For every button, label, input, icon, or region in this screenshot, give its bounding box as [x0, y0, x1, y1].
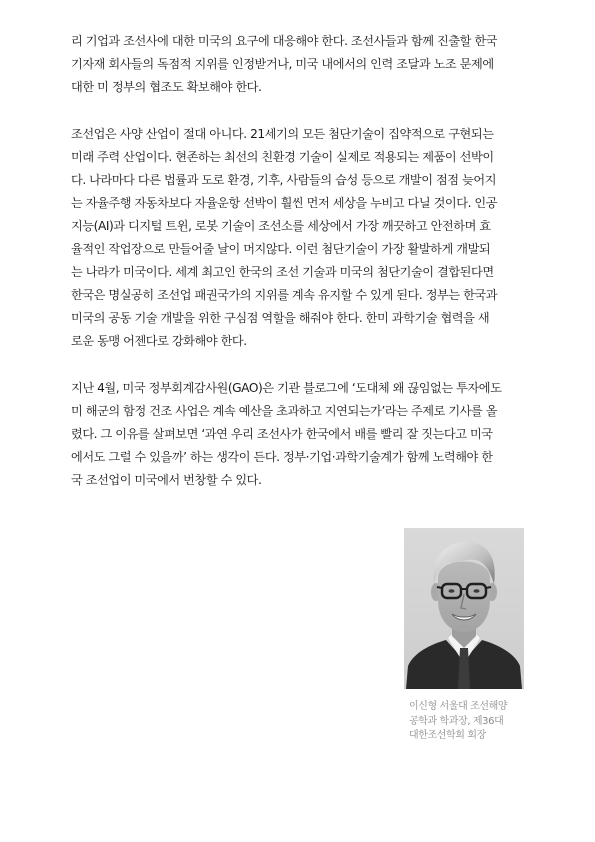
text-line: 지능(AI)과 디지털 트윈, 로봇 기술이 조선소를 세상에서 가장 깨끗하고 안전하며 효 — [71, 219, 491, 233]
text-line: 리 기업과 조선사에 대한 미국의 요구에 대응해야 한다. 조선사들과 함께 진출할 한국 — [71, 34, 498, 48]
text-line: 율적인 작업장으로 만들어줄 날이 머지않다. 이런 첨단기술이 가장 활발하게 개발되 — [71, 242, 491, 256]
author-caption — [409, 700, 539, 744]
text-line: 미 해군의 함정 건조 사업은 계속 예산을 초과하고 지연되는가’라는 주제로 기사를 올 — [71, 404, 498, 418]
text-line: 는 자율주행 자동차보다 자율운항 선박이 훨씬 먼저 세상을 누비고 다닐 것이다. 인공 — [71, 196, 498, 210]
text-line: 대한 미 정부의 협조도 확보해야 한다. — [71, 80, 262, 94]
paragraph — [71, 123, 529, 353]
author-photo — [404, 528, 524, 689]
paragraph — [71, 377, 529, 492]
text-line: 미래 주력 산업이다. 현존하는 최선의 친환경 기술이 실제로 적용되는 제품이 선박이 — [71, 150, 494, 164]
text-line: 조선업은 사양 산업이 절대 아니다. 21세기의 모든 첨단기술이 집약적으로 구현되는 — [71, 127, 494, 141]
text-line: 미국의 공동 기술 개발을 위한 구심점 역할을 해줘야 한다. 한미 과학기술 협력을 새 — [71, 311, 490, 325]
text-line: 다. 나라마다 다른 법률과 도로 환경, 기후, 사람들의 습성 등으로 개발이 점점 늦어지 — [71, 173, 497, 187]
text-line: 국 조선업이 미국에서 번창할 수 있다. — [71, 473, 262, 487]
text-line: 한국은 명실공히 조선업 패권국가의 지위를 계속 유지할 수 있게 된다. 정부는 한국과 — [71, 288, 498, 302]
text-line: 지난 4월, 미국 정부회계감사원(GAO)은 기관 블로그에 ‘도대체 왜 끊임없는 투자에도 — [71, 381, 502, 395]
text-line: 로운 동맹 어젠다로 강화해야 한다. — [71, 334, 247, 348]
article-body — [71, 30, 529, 516]
caption-line: 공학과 학과장, 제36대 — [409, 715, 504, 727]
text-line: 는 나라가 미국이다. 세계 최고인 한국의 조선 기술과 미국의 첨단기술이 결합된다면 — [71, 265, 494, 279]
author-portrait — [404, 528, 524, 689]
paragraph — [71, 30, 529, 99]
text-line: 에서도 그럴 수 있을까’ 하는 생각이 든다. 정부·기업·과학기술계가 함께 노력해야 한 — [71, 450, 493, 464]
text-line: 기자재 회사들의 독점적 지위를 인정받거나, 미국 내에서의 인력 조달과 노조 문제에 — [71, 57, 494, 71]
caption-line: 이신형 서울대 조선해양 — [409, 701, 508, 712]
caption-line: 대한조선학회 회장 — [409, 730, 486, 741]
text-line: 렸다. 그 이유를 살펴보면 ‘과연 우리 조선사가 한국에서 배를 빨리 잘 짓는다고 미국 — [71, 427, 493, 441]
